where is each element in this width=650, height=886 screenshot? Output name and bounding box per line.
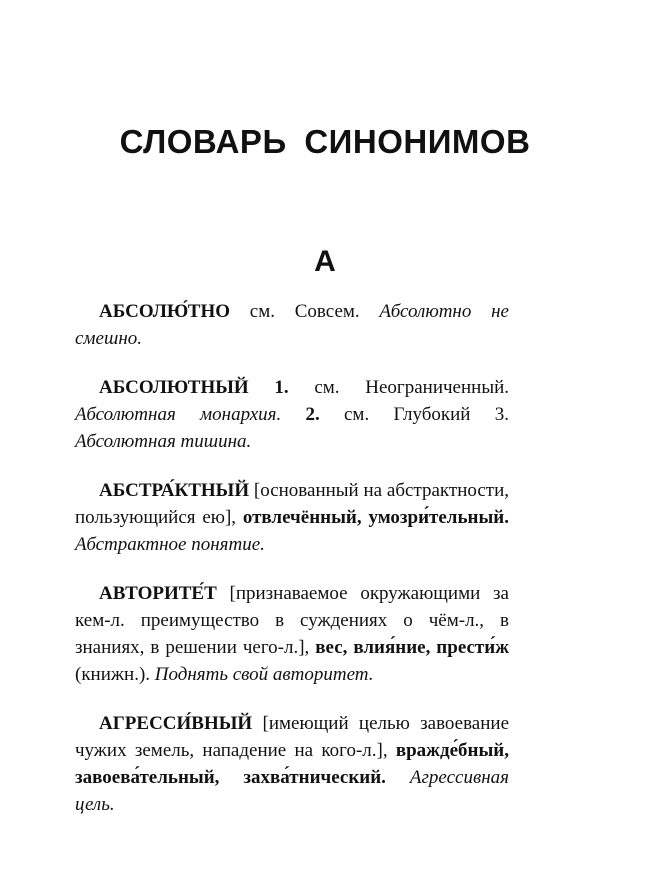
dictionary-entry-absolyutny <box>75 374 509 455</box>
dictionary-entry-avtoritet <box>75 580 509 688</box>
dictionary-entry-absolyutno <box>75 298 509 352</box>
entry-synonyms: вес, влия́ние, прести́ж <box>315 637 509 658</box>
entry-sense-number: 1. <box>248 377 289 398</box>
entry-example: Агрессивная цель. <box>75 767 509 815</box>
page-title: СЛОВАРЬ СИНОНИМОВ <box>119 123 531 160</box>
entry-definition: [имеющий целью завоевание чужих земель, нападение на кого-л.], <box>75 713 509 761</box>
entry-definition: [признаваемое окружающими за кем-л. преимущество в суждениях о чём-л., в знаниях, в решении чего-л.], <box>75 583 509 658</box>
entry-synonyms: вражде́бный, завоева́тельный, захва́тнический. <box>75 740 509 788</box>
entry-sense-number: 2. <box>281 404 320 425</box>
entry-example: Поднять свой авторитет. <box>154 664 374 685</box>
entry-example: Абстрактное понятие. <box>75 534 265 555</box>
entry-example: Абсолютно не смешно. <box>75 301 509 349</box>
entry-headword: АГРЕССИ́ВНЫЙ <box>99 713 253 734</box>
entry-reference: см. Неограниченный. <box>288 377 509 398</box>
entry-headword: АБСТРА́КТНЫЙ <box>99 480 250 501</box>
section-letter: А <box>314 245 336 278</box>
entry-definition: [основанный на абстрактности, пользующийся ею], <box>75 480 509 528</box>
entry-headword: АБСОЛЮ́ТНО <box>99 301 231 322</box>
dictionary-entry-abstraktny <box>75 477 509 558</box>
entry-note: (книжн.). <box>75 664 155 685</box>
entry-reference: см. Глубокий 3. <box>319 404 509 425</box>
entry-example: Абсолютная монархия. <box>75 404 282 425</box>
entry-synonyms: отвлечённый, умозри́тельный. <box>242 507 509 528</box>
entry-headword: АВТОРИТЕ́Т <box>99 583 217 604</box>
dictionary-entry-agressivny <box>75 710 509 818</box>
dictionary-entries <box>75 298 509 840</box>
entry-headword: АБСОЛЮТНЫЙ <box>99 377 249 398</box>
entry-reference: см. Совсем. <box>230 301 380 322</box>
entry-example: Абсолютная тишина. <box>75 431 252 452</box>
